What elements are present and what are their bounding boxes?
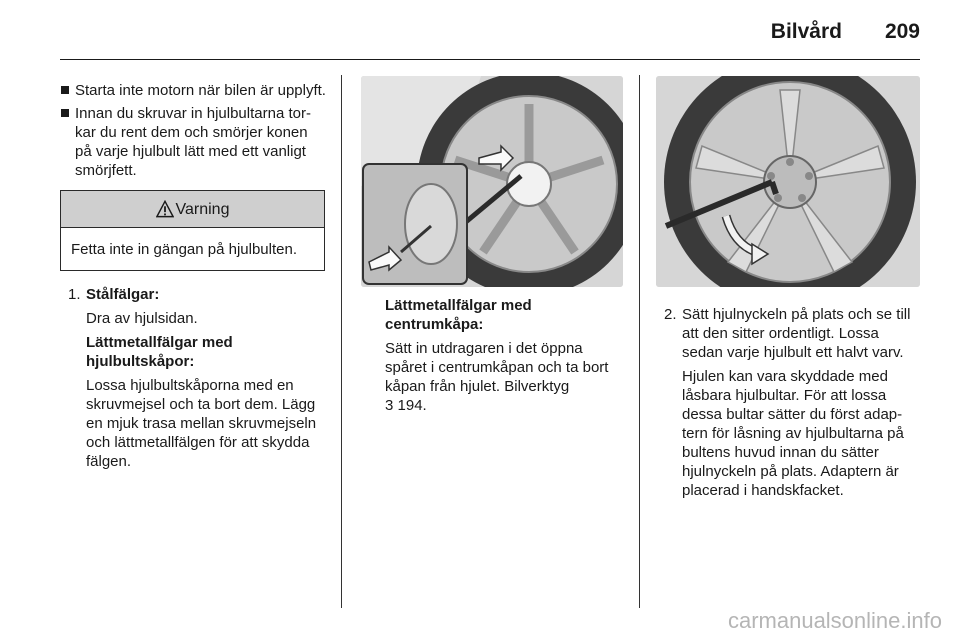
- watermark: carmanualsonline.info: [727, 608, 942, 633]
- step-subheading: Lättmetallfälgar med hjulbultskåpor:: [86, 334, 233, 370]
- step-number: 1.: [68, 286, 81, 303]
- illustration-wheel-wrench: [656, 76, 920, 287]
- step-2: [656, 305, 922, 500]
- step-heading: Stålfälgar:: [86, 286, 160, 303]
- page-reference: 3 194.: [385, 397, 427, 414]
- step-text-2: Hjulen kan vara skyddade med låsbara hjulbultar. För att lossa dessa bultar sätter du först adaptern för låsning av hjulbultarna på bultens huvud innan du sätter hjulnyckeln på plats. Adaptern är placerad i handskfacket.: [682, 368, 904, 499]
- wheel-illustration: [361, 76, 623, 287]
- step-subtext: Lossa hjulbultskåporna med en skruvmejsel och ta bort dem. Lägg en mjuk trasa mellan skruvmejseln och lättmetallfälgen för att skydda fälgen.: [86, 377, 317, 470]
- column-divider-2: [639, 75, 640, 608]
- warning-header: [61, 191, 324, 228]
- column-3: [656, 76, 922, 505]
- step-text: Dra av hjulsidan.: [86, 310, 198, 327]
- centre-cap-section: [361, 296, 623, 415]
- list-item: [60, 104, 326, 180]
- illustration-center-cap-removal: [361, 76, 623, 287]
- warning-title: Varning: [175, 200, 230, 218]
- section-heading: Lättmetallfälgar med centrumkåpa:: [385, 297, 532, 333]
- bullet-square-icon: [61, 109, 69, 117]
- bullet-text: Innan du skruvar in hjulbultarna torkar du rent dem och smörjer konen på varje hjulbult lätt med ett vanligt smörjfett.: [75, 105, 311, 179]
- column-divider-1: [341, 75, 342, 608]
- header-rule: [60, 59, 920, 60]
- list-item: [60, 81, 326, 100]
- warning-body: Fetta inte in gängan på hjulbulten.: [71, 241, 298, 258]
- warning-triangle-icon: [156, 200, 174, 218]
- column-2: [361, 76, 623, 420]
- column-1: [60, 81, 326, 476]
- step-1: [60, 285, 326, 471]
- page-header: [0, 0, 960, 62]
- bullet-square-icon: [61, 86, 69, 94]
- step-number: 2.: [664, 306, 677, 323]
- wheel-wrench-illustration: [656, 76, 920, 287]
- page-number: 209: [884, 20, 920, 43]
- warning-box: [60, 190, 325, 271]
- step-text: Sätt hjulnyckeln på plats och se till att den sitter ordentligt. Lossa sedan varje hjulbult ett halvt varv.: [682, 306, 911, 361]
- bullet-text: Starta inte motorn när bilen är upplyft.: [75, 82, 326, 99]
- section-text: Sätt in utdragaren i det öppna spåret i centrumkåpan och ta bort kåpan från hjulet. Bilverktyg 3 194.: [385, 340, 609, 414]
- section-title: Bilvård: [770, 20, 842, 43]
